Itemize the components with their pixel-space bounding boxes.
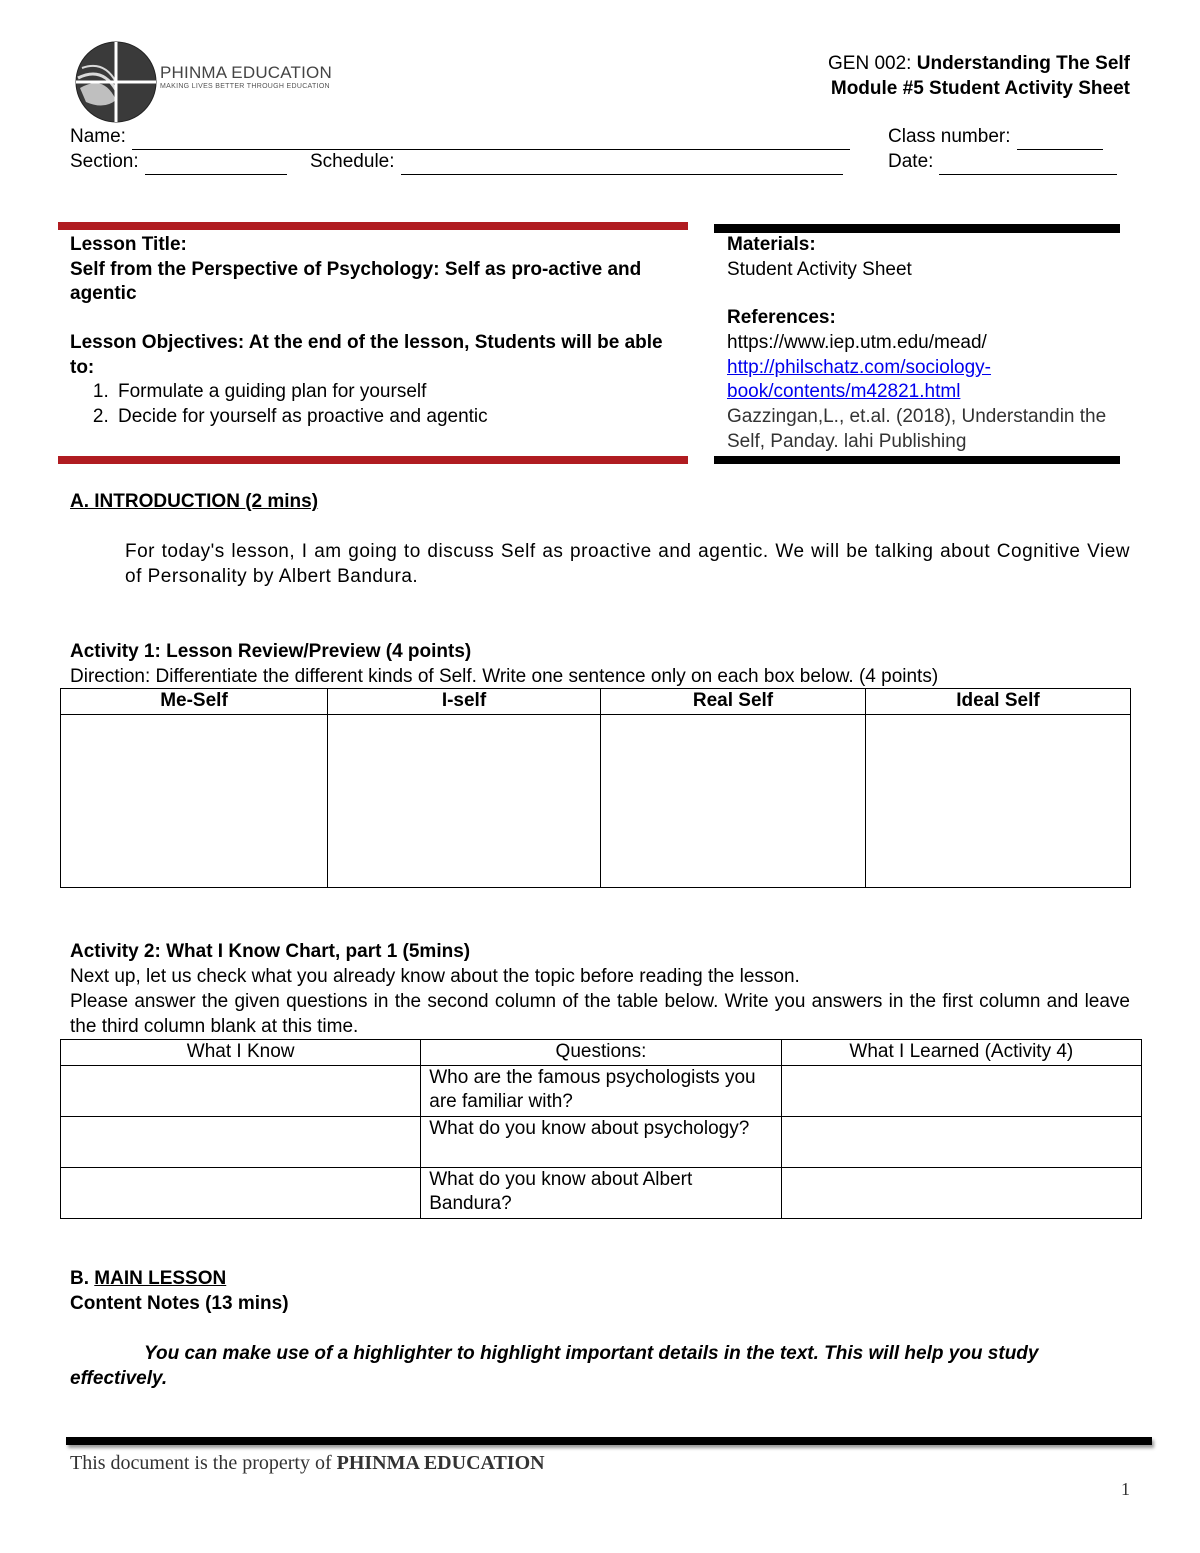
col-ideal-self: Ideal Self — [866, 689, 1131, 715]
activity2-line1: Next up, let us check what you already know about the topic before reading the lesson. — [70, 966, 800, 987]
references-label: References: — [727, 307, 836, 329]
objectives-list — [70, 380, 680, 429]
field-row-1 — [70, 125, 1130, 151]
know-cell[interactable] — [61, 1116, 421, 1167]
answer-cell-i-self[interactable] — [328, 714, 601, 887]
lesson-top-bar-black — [714, 224, 1120, 233]
course-line — [828, 52, 1130, 77]
schedule-field[interactable] — [310, 150, 843, 175]
question-cell: What do you know about psychology? — [421, 1116, 781, 1167]
know-cell[interactable] — [61, 1065, 421, 1116]
answer-cell-ideal-self[interactable] — [866, 714, 1131, 887]
reference-2-link[interactable]: http://philschatz.com/sociology-book/contents/m42821.html — [727, 356, 992, 403]
learned-cell[interactable] — [781, 1167, 1141, 1218]
course-code: GEN 002: — [828, 53, 917, 74]
activity1-direction: Direction: Differentiate the different kinds of Self. Write one sentence only on each box below. (4 points) — [70, 666, 939, 687]
spacer — [70, 307, 680, 331]
materials-value: Student Activity Sheet — [727, 258, 912, 280]
materials-label: Materials: — [727, 234, 816, 255]
answer-cell-me-self[interactable] — [61, 714, 328, 887]
question-cell: Who are the famous psychologists you are familiar with? — [421, 1065, 781, 1116]
materials-info — [727, 233, 1127, 455]
field-row-2 — [70, 150, 1130, 176]
col-real-self: Real Self — [601, 689, 866, 715]
page-number: 1 — [1121, 1479, 1130, 1499]
activity2-line2: Please answer the given questions in the second column of the table below. Write you answers in the first column and leave the third column blank at this time. — [70, 991, 1130, 1037]
section-field[interactable] — [70, 150, 287, 175]
globe-logo-icon — [74, 40, 158, 124]
answer-cell-real-self[interactable] — [601, 714, 866, 887]
objective-item: 1. Formulate a guiding plan for yourself — [114, 380, 680, 405]
question-cell: What do you know about Albert Bandura? — [421, 1167, 781, 1218]
lesson-info — [70, 233, 680, 430]
spacer — [727, 282, 1127, 306]
table-header-row — [61, 689, 1131, 715]
reference-1: https://www.iep.utm.edu/mead/ — [727, 332, 987, 354]
intro-text: For today's lesson, I am going to discuss Self as proactive and agentic. We will be talking about Cognitive View of Personality by Albert Bandura. — [125, 541, 1130, 587]
col-questions: Questions: — [421, 1040, 781, 1066]
col-what-i-learned: What I Learned (Activity 4) — [781, 1040, 1141, 1066]
table-header-row — [61, 1040, 1142, 1066]
col-i-self: I-self — [328, 689, 601, 715]
lesson-title: Self from the Perspective of Psychology: Self as pro-active and agentic — [70, 258, 642, 305]
lesson-objectives-label: Lesson Objectives: At the end of the lesson, Students will be able to: — [70, 332, 663, 378]
module-title: Module #5 Student Activity Sheet — [830, 77, 1130, 99]
footer-rule — [66, 1437, 1152, 1445]
logo-tagline: MAKING LIVES BETTER THROUGH EDUCATION — [160, 83, 330, 90]
table-row — [61, 1116, 1142, 1167]
course-title: Understanding The Self — [916, 53, 1130, 74]
footer-prefix: This document is the property of — [70, 1452, 337, 1474]
footer-org: PHINMA EDUCATION — [336, 1452, 545, 1474]
section-blank[interactable] — [145, 156, 287, 175]
logo-name: PHINMA EDUCATION — [160, 63, 332, 82]
name-label: Name: — [70, 126, 126, 147]
class-number-label: Class number: — [888, 126, 1011, 147]
intro-heading: A. INTRODUCTION (2 mins) — [70, 491, 319, 512]
class-number-field[interactable] — [888, 125, 1103, 150]
phinma-logo — [74, 38, 394, 120]
lesson-top-bar-red — [58, 222, 688, 230]
table-row — [61, 714, 1131, 887]
name-field[interactable] — [70, 125, 850, 150]
class-number-blank[interactable] — [1017, 131, 1103, 150]
lesson-title-label: Lesson Title: — [70, 234, 187, 255]
date-blank[interactable] — [939, 156, 1117, 175]
activity2-title: Activity 2: What I Know Chart, part 1 (5mins) — [70, 941, 471, 962]
learned-cell[interactable] — [781, 1116, 1141, 1167]
main-lesson-heading — [70, 1267, 226, 1292]
table-row — [61, 1065, 1142, 1116]
col-what-i-know: What I Know — [61, 1040, 421, 1066]
col-me-self: Me-Self — [61, 689, 328, 715]
learned-cell[interactable] — [781, 1065, 1141, 1116]
highlighter-tip: You can make use of a highlighter to highlight important details in the text. This will help you study effectively. — [70, 1343, 1039, 1389]
schedule-label: Schedule: — [310, 151, 395, 172]
lesson-bottom-bar-red — [58, 456, 688, 464]
course-header — [828, 52, 1130, 101]
lesson-bottom-bar-black — [714, 456, 1120, 464]
section-label: Section: — [70, 151, 139, 172]
table-row — [61, 1167, 1142, 1218]
main-lesson-title: MAIN LESSON — [94, 1268, 227, 1289]
reference-3: Gazzingan,L., et.al. (2018), Understandin the Self, Panday. lahi Publishing — [727, 406, 1107, 452]
content-notes-heading: Content Notes (13 mins) — [70, 1293, 289, 1314]
activity2-table — [60, 1039, 1142, 1219]
activity1-table — [60, 688, 1131, 888]
date-label: Date: — [888, 151, 934, 172]
schedule-blank[interactable] — [401, 156, 843, 175]
footer-property-notice — [70, 1450, 545, 1476]
main-lesson-prefix: B. — [70, 1268, 95, 1289]
know-cell[interactable] — [61, 1167, 421, 1218]
name-blank[interactable] — [132, 131, 850, 150]
objective-item: 2. Decide for yourself as proactive and agentic — [114, 405, 680, 430]
activity1-title: Activity 1: Lesson Review/Preview (4 points) — [70, 641, 472, 662]
date-field[interactable] — [888, 150, 1117, 175]
